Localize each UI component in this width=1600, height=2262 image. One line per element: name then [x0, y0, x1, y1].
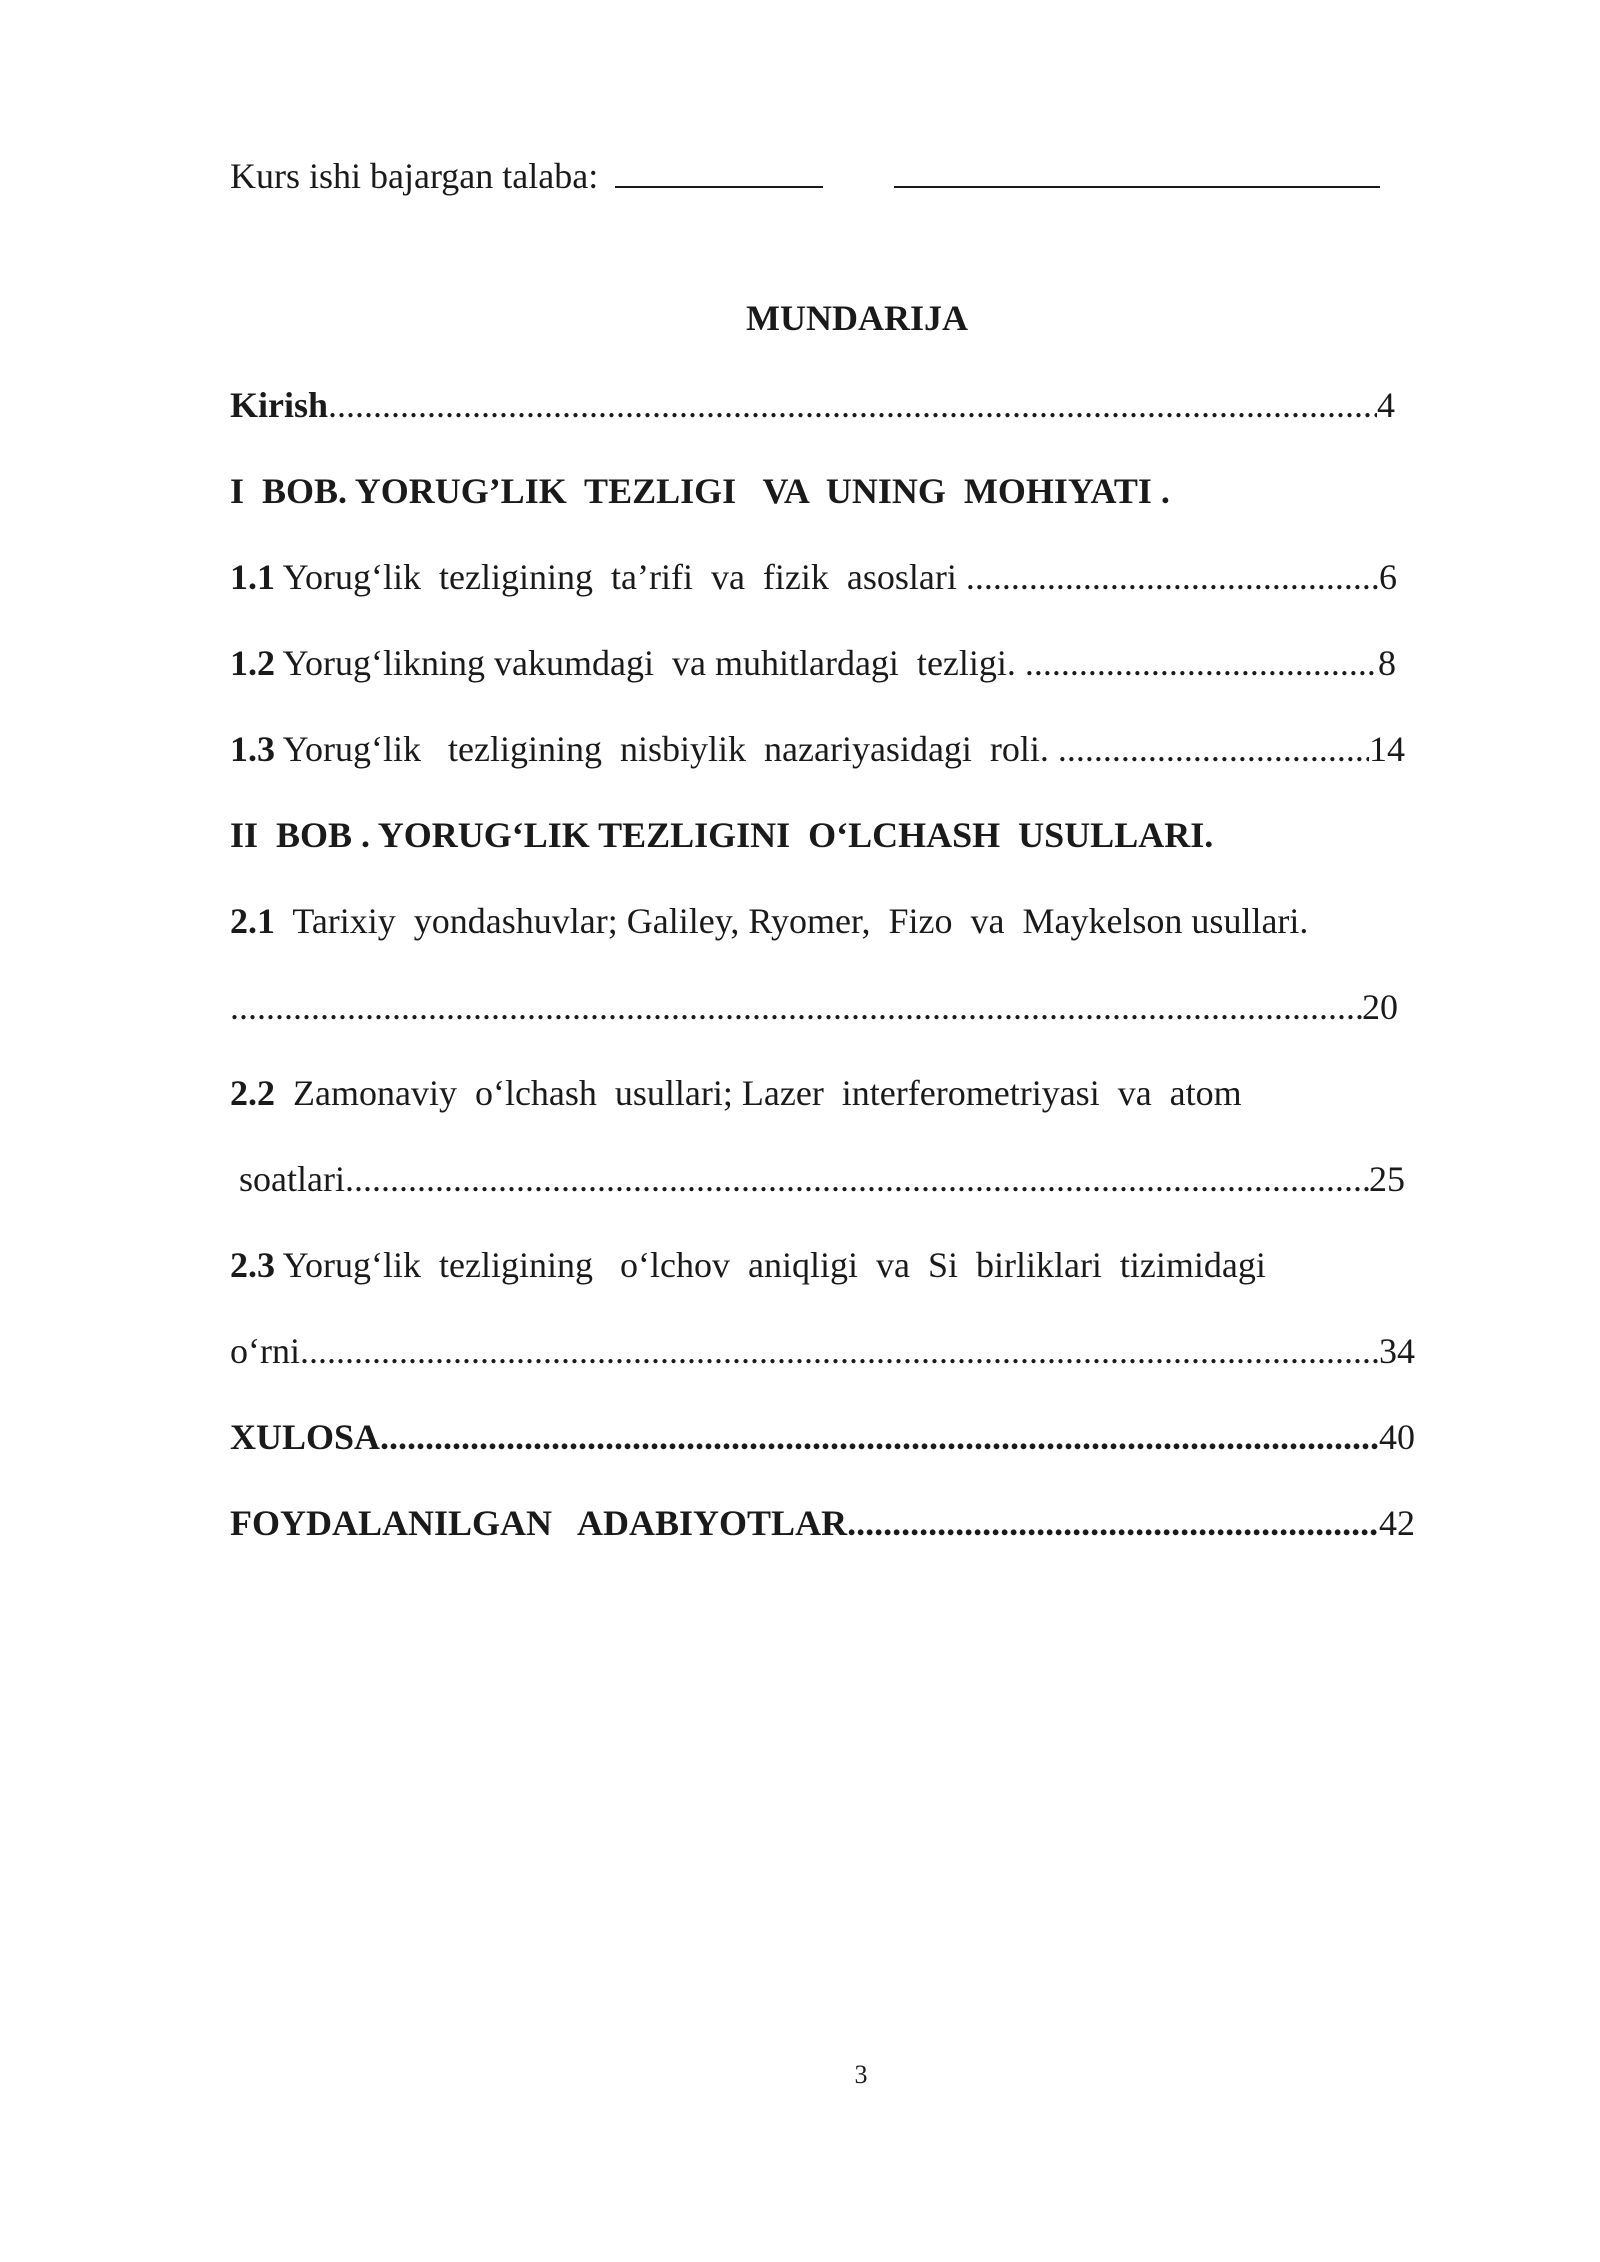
name-blank — [894, 156, 1380, 188]
leader-dots — [300, 1329, 1379, 1373]
toc-entry-xulosa — [230, 1415, 1415, 1459]
student-line — [230, 154, 1380, 198]
toc-chapter-1: I BOB. YORUG’LIK TEZLIGI VA UNING MOHIYATI . — [230, 471, 1170, 511]
toc-entry-1-1 — [230, 555, 1397, 599]
toc-entry-title: Tarixiy yondashuvlar; Galiley, Ryomer, Fizo va Maykelson usullari. — [275, 901, 1309, 941]
toc-entry-continuation: soatlari — [230, 1159, 345, 1199]
toc-page-number: 20 — [1362, 987, 1398, 1027]
section-number: 2.3 — [230, 1245, 275, 1285]
toc-page-number: 25 — [1369, 1159, 1405, 1199]
toc-entry-title: Yorug‘lik tezligining nisbiylik nazariyasidagi roli. — [275, 729, 1058, 769]
page-number: 3 — [854, 2060, 868, 2089]
toc-entry-title: FOYDALANILGAN ADABIYOTLAR — [230, 1503, 848, 1543]
leader-dots — [1025, 641, 1378, 685]
leader-dots — [1058, 727, 1369, 771]
leader-dots — [328, 383, 1377, 427]
toc-entry-title: Zamonaviy o‘lchash usullari; Lazer interferometriyasi va atom — [275, 1073, 1242, 1113]
toc-entry-continuation: o‘rni — [230, 1331, 300, 1371]
leader-dots — [380, 1415, 1379, 1459]
toc-entry-title: Yorug‘lik tezligining o‘lchov aniqligi va Si birliklari tizimidagi — [275, 1245, 1266, 1285]
section-number: 1.1 — [230, 557, 275, 597]
student-label: Kurs ishi bajargan talaba: — [230, 156, 599, 196]
toc-entry-2-1 — [230, 899, 1308, 943]
toc-entry-title: Kirish — [230, 385, 329, 425]
toc-page-number: 40 — [1379, 1417, 1415, 1457]
toc-page-number: 6 — [1379, 557, 1397, 597]
signature-blank — [615, 156, 823, 188]
toc-entry-kirish — [230, 383, 1395, 427]
section-number: 1.2 — [230, 643, 275, 683]
section-number: 1.3 — [230, 729, 275, 769]
leader-dots — [345, 1157, 1369, 1201]
leader-dots — [966, 555, 1379, 599]
toc-chapter-2: II BOB . YORUG‘LIK TEZLIGINI O‘LCHASH USULLARI. — [230, 815, 1214, 855]
toc-entry-2-3-leader — [230, 1329, 1415, 1373]
toc-page-number: 4 — [1377, 385, 1395, 425]
toc-entry-title: XULOSA — [230, 1417, 381, 1457]
toc-entry-2-2 — [230, 1071, 1242, 1115]
toc-entry-1-3 — [230, 727, 1405, 771]
toc-page-number: 8 — [1378, 643, 1396, 683]
toc-page-number: 42 — [1379, 1503, 1415, 1543]
toc-entry-title: Yorug‘likning vakumdagi va muhitlardagi tezligi. — [275, 643, 1025, 683]
toc-entry-2-2-leader — [230, 1157, 1405, 1201]
toc-page-number: 34 — [1379, 1331, 1415, 1371]
toc-entry-2-1-leader — [230, 985, 1398, 1029]
toc-page-number: 14 — [1369, 729, 1405, 769]
toc-entry-2-3 — [230, 1243, 1266, 1287]
section-number: 2.1 — [230, 901, 275, 941]
leader-dots — [847, 1501, 1379, 1545]
toc-entry-1-2 — [230, 641, 1396, 685]
section-number: 2.2 — [230, 1073, 275, 1113]
toc-title: MUNDARIJA — [746, 298, 968, 338]
toc-entry-title: Yorug‘lik tezligining ta’rifi va fizik asoslari — [275, 557, 966, 597]
leader-dots — [230, 985, 1362, 1029]
toc-entry-adabiyotlar — [230, 1501, 1415, 1545]
